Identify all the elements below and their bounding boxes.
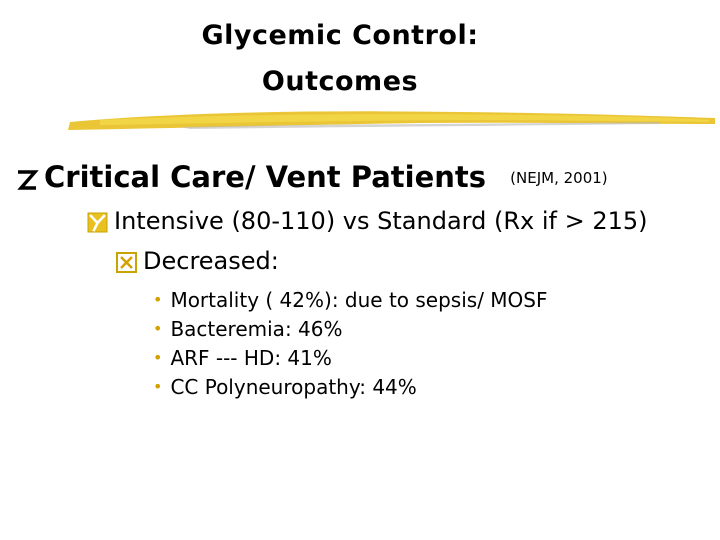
bullet-dot-icon: •	[153, 377, 163, 396]
bullet-dot-icon: •	[153, 290, 163, 309]
outcomes-list	[153, 285, 548, 401]
list-item	[153, 314, 548, 343]
list-item-text: ARF --- HD: 41%	[170, 346, 332, 370]
z-bullet-icon	[15, 168, 39, 192]
citation: (NEJM, 2001)	[510, 169, 608, 187]
critical-care-heading: Critical Care/ Vent Patients	[44, 160, 487, 194]
intensive-vs-standard-text: Intensive (80-110) vs Standard (Rx if > 215)	[114, 207, 648, 235]
list-item-text: Bacteremia: 46%	[170, 317, 343, 341]
list-item-text: CC Polyneuropathy: 44%	[170, 375, 417, 399]
bullet-dot-icon: •	[153, 348, 163, 367]
x-checkbox-icon	[116, 252, 137, 273]
list-item	[153, 285, 548, 314]
bullet-level2	[88, 207, 647, 235]
y-checkbox-icon	[87, 212, 108, 233]
list-item	[153, 372, 548, 401]
bullet-level3	[117, 247, 279, 275]
slide-title-line2: Outcomes	[261, 66, 419, 97]
list-item	[153, 343, 548, 372]
slide-title-line1: Glycemic Control:	[201, 20, 479, 51]
brush-stroke-divider	[60, 100, 720, 140]
bullet-level1	[16, 160, 608, 194]
bullet-dot-icon: •	[153, 319, 163, 338]
list-item-text: Mortality ( 42%): due to sepsis/ MOSF	[170, 288, 548, 312]
decreased-label: Decreased:	[143, 247, 279, 275]
